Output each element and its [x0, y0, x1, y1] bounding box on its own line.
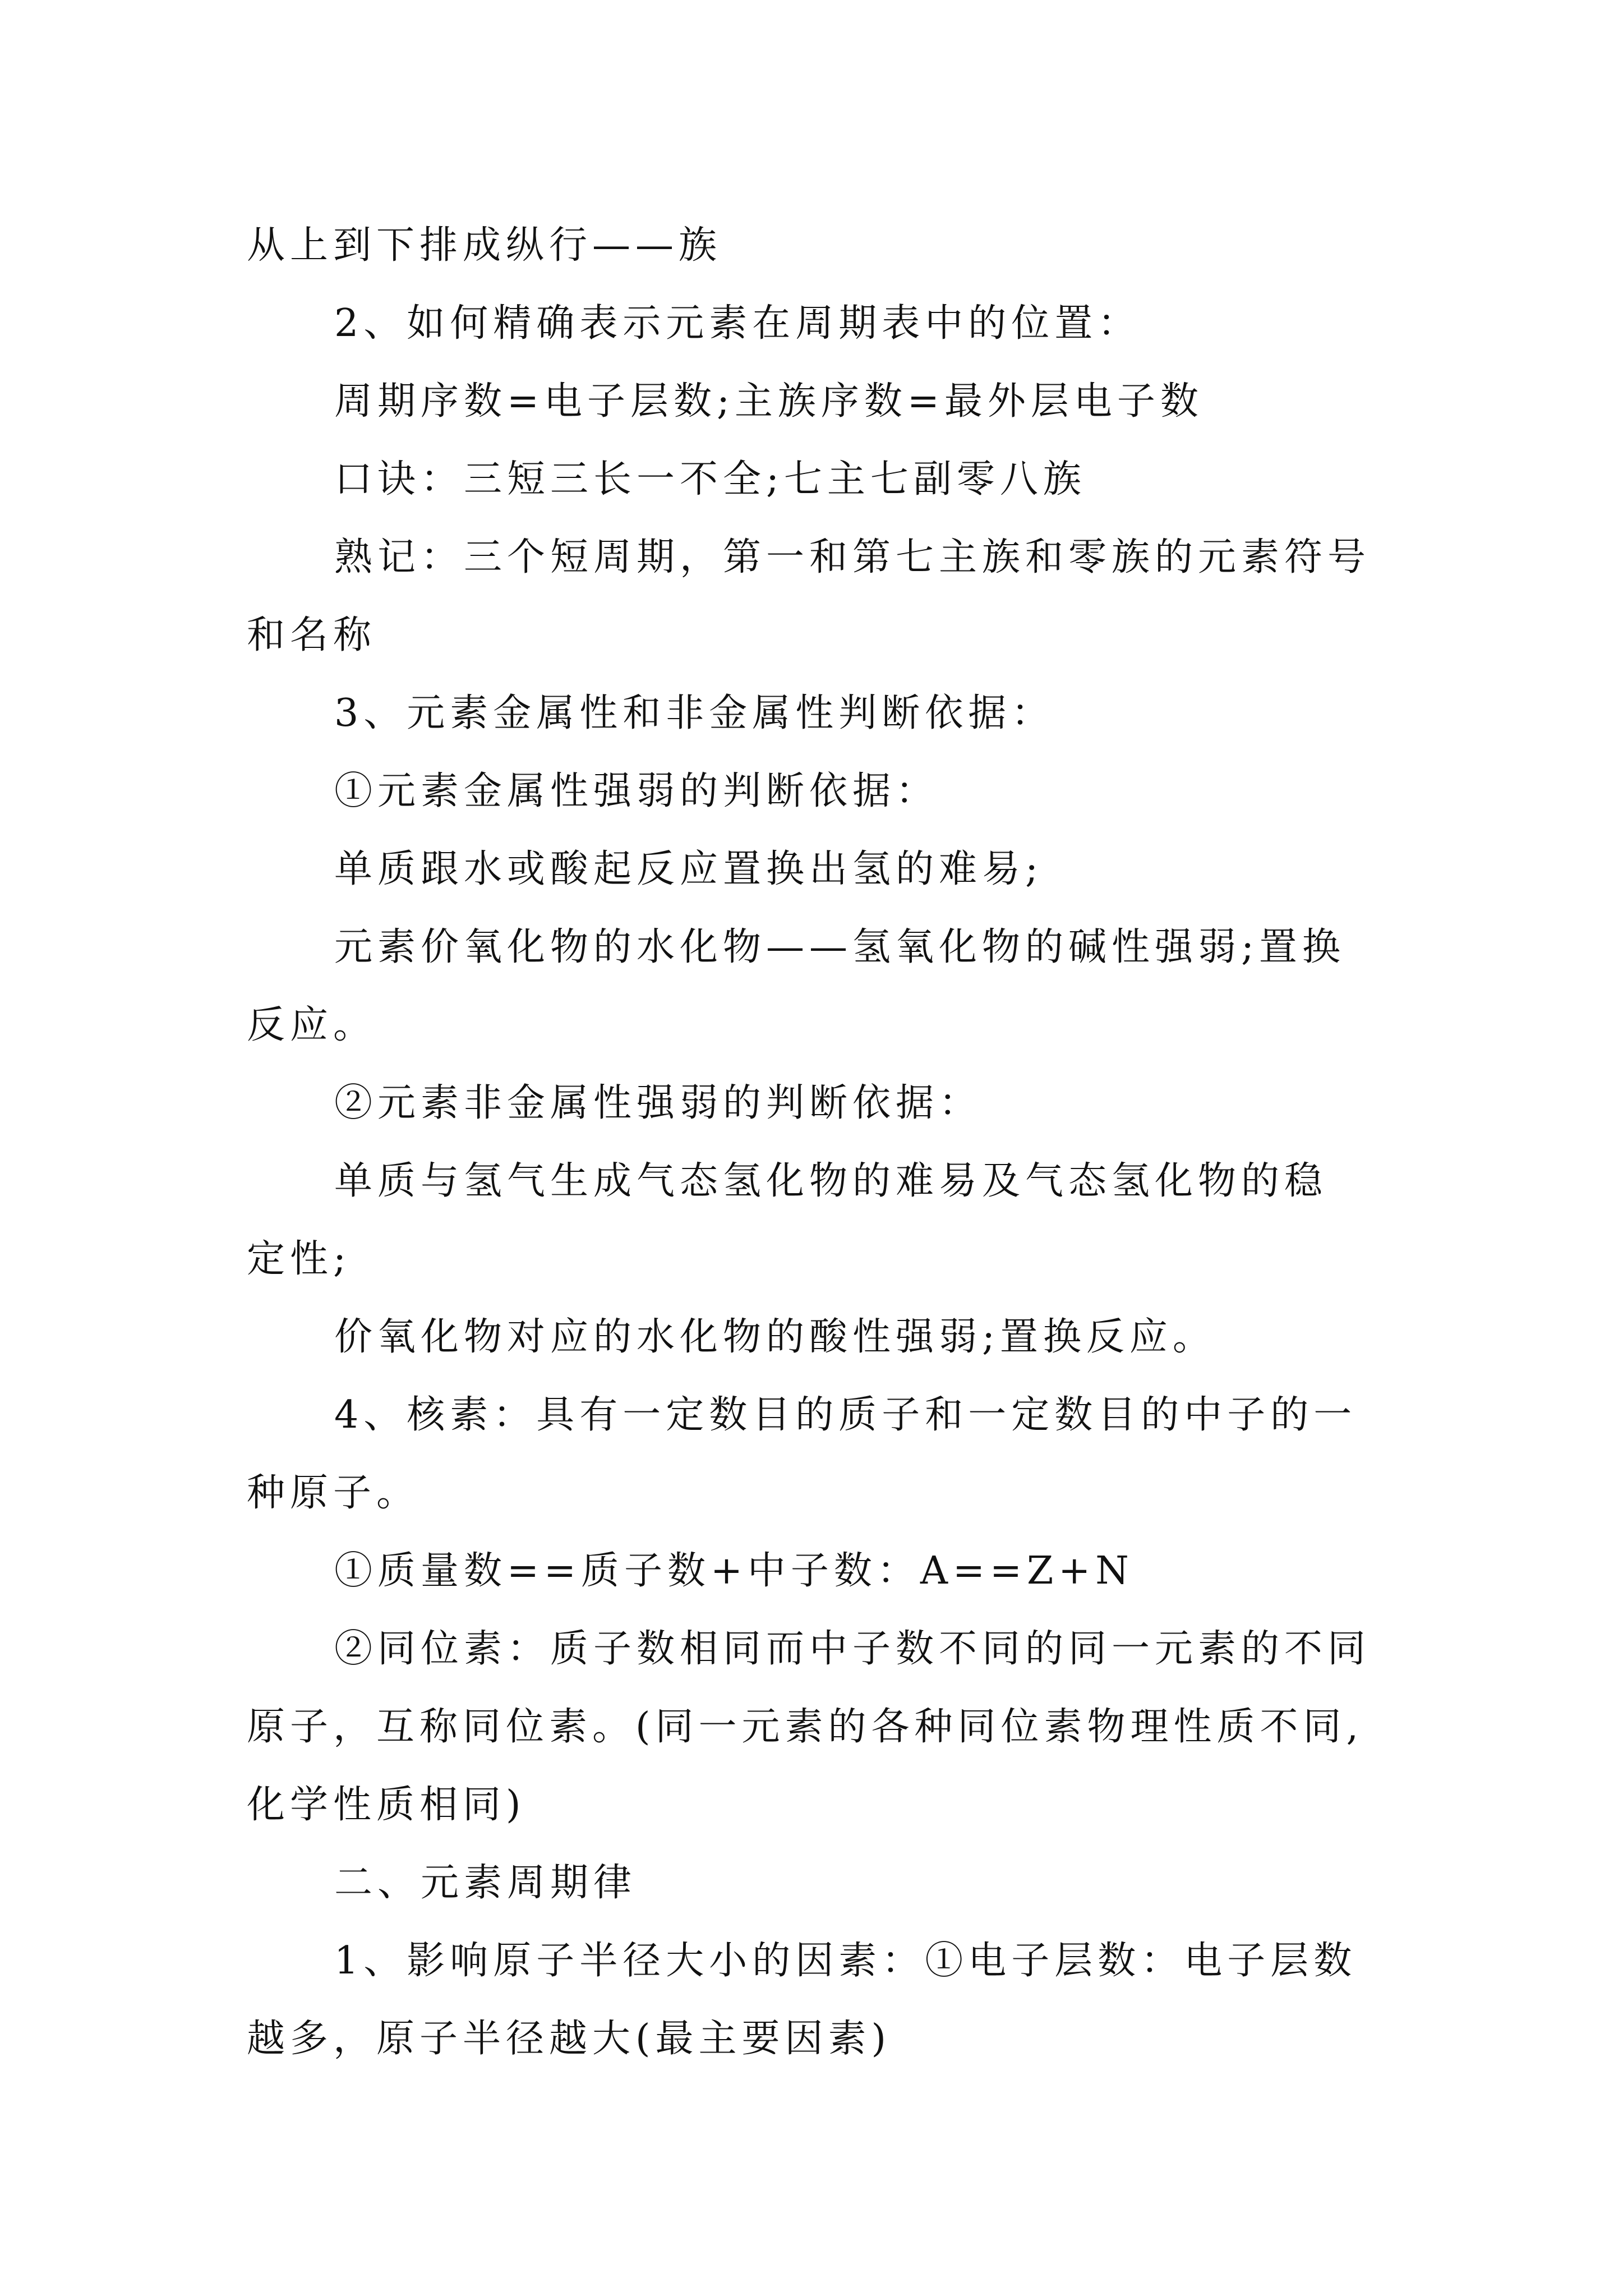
text-line: 2、如何精确表示元素在周期表中的位置：: [334, 301, 1141, 346]
text-line: 种原子。: [247, 1471, 420, 1515]
text-line: 反应。: [247, 1003, 377, 1047]
body-text: [247, 206, 1391, 2078]
text-line: 化学性质相同): [247, 1783, 526, 1827]
text-line: 3、元素金属性和非金属性判断依据：: [334, 691, 1055, 735]
text-line: ②元素非金属性强弱的判断依据：: [334, 1081, 983, 1125]
text-line: ①元素金属性强弱的判断依据：: [334, 769, 939, 813]
text-line: 原子，互称同位素。(同一元素的各种同位素物理性质不同,: [247, 1705, 1364, 1749]
text-line: 口诀：三短三长一不全;七主七副零八族: [334, 457, 1086, 501]
text-line: 1、影响原子半径大小的因素：①电子层数：电子层数: [334, 1939, 1357, 1983]
text-line: 从上到下排成纵行——族: [247, 223, 722, 268]
text-line: 价氧化物对应的水化物的酸性强弱;置换反应。: [334, 1315, 1216, 1359]
section-heading: 二、元素周期律: [334, 1861, 637, 1905]
text-line: 单质与氢气生成气态氢化物的难易及气态氢化物的稳: [334, 1159, 1328, 1203]
text-line: 周期序数=电子层数;主族序数=最外层电子数: [334, 379, 1204, 424]
text-line: 单质跟水或酸起反应置换出氢的难易;: [334, 847, 1043, 891]
text-line: 定性;: [247, 1237, 351, 1281]
text-line: 越多，原子半径越大(最主要因素): [247, 2017, 892, 2061]
text-line: 元素价氧化物的水化物——氢氧化物的碱性强弱;置换: [334, 925, 1345, 969]
text-line: 熟记：三个短周期，第一和第七主族和零族的元素符号: [334, 535, 1371, 579]
text-line: 4、核素：具有一定数目的质子和一定数目的中子的一: [334, 1393, 1357, 1437]
text-line: ②同位素：质子数相同而中子数不同的同一元素的不同: [334, 1627, 1371, 1671]
text-line: ①质量数==质子数+中子数：A==Z+N: [334, 1549, 1134, 1593]
text-line: 和名称: [247, 613, 377, 657]
